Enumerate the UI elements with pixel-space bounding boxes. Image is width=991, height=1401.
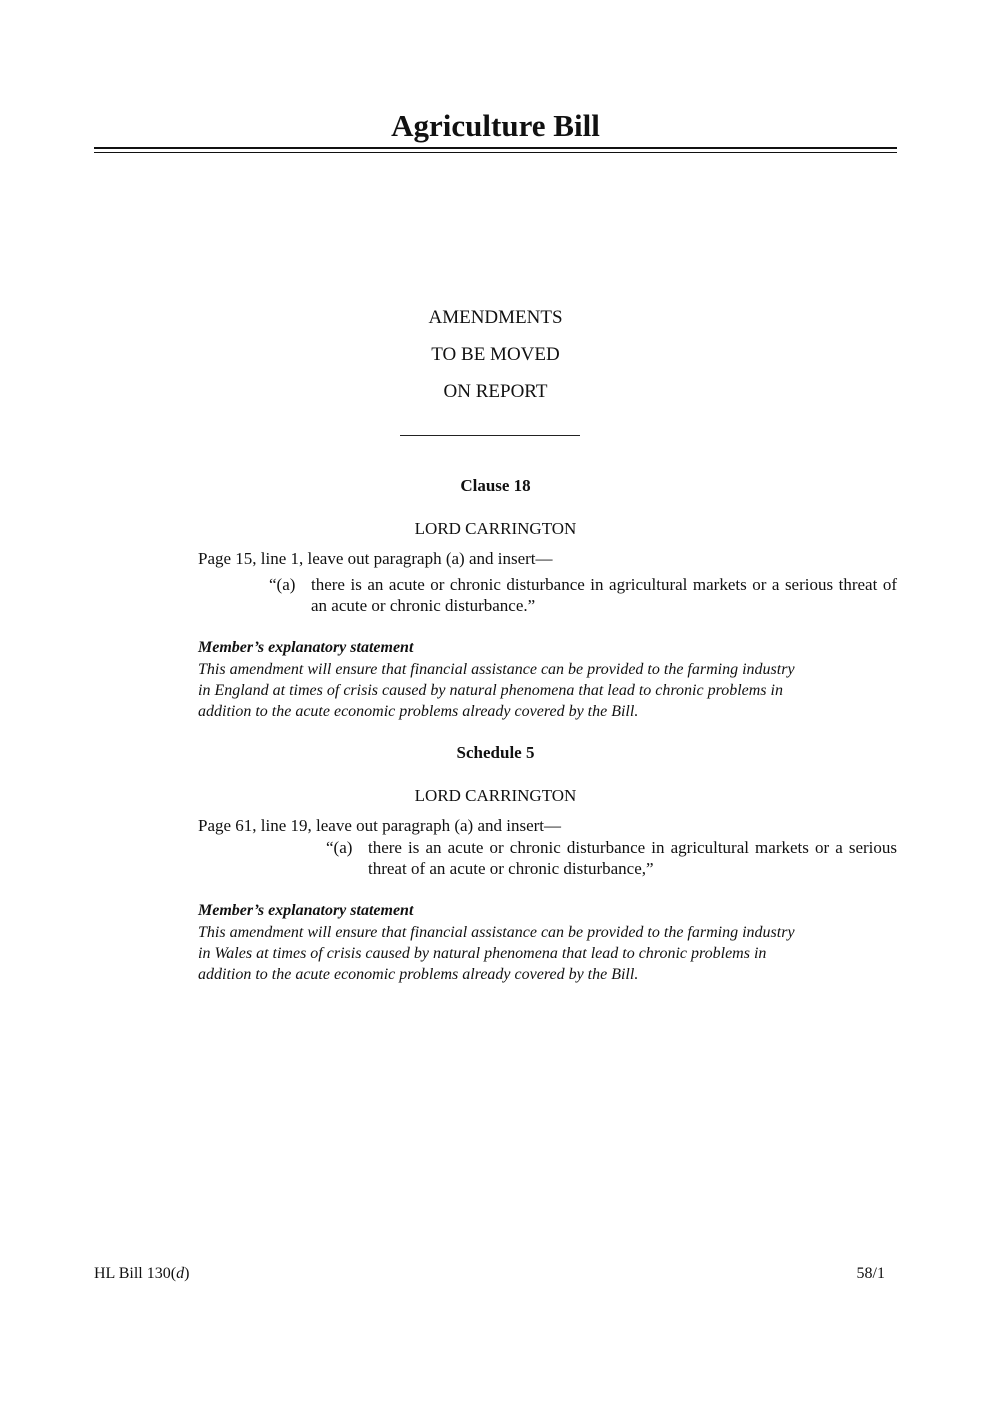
amendment-instruction: Page 15, line 1, leave out paragraph (a) and insert— xyxy=(198,549,553,568)
member-name: LORD CARRINGTON xyxy=(414,786,577,805)
member-name: LORD CARRINGTON xyxy=(414,519,577,538)
statement-line: addition to the acute economic problems already covered by the Bill. xyxy=(198,703,639,720)
statement-line: This amendment will ensure that financial assistance can be provided to the farming industry xyxy=(198,924,795,941)
statement-line: addition to the acute economic problems already covered by the Bill. xyxy=(198,966,639,983)
page-reference: 58/1 xyxy=(856,1265,885,1282)
statement-line: in England at times of crisis caused by natural phenomena that lead to chronic problems in xyxy=(198,682,783,699)
clause-heading: Clause 18 xyxy=(460,476,531,495)
statement-line: in Wales at times of crisis caused by natural phenomena that lead to chronic problems in xyxy=(198,945,767,962)
bill-ref-suffix: ) xyxy=(184,1265,190,1282)
explanatory-statement-heading: Member’s explanatory statement xyxy=(198,639,414,656)
inserted-paragraph xyxy=(269,574,897,616)
stage-divider xyxy=(400,435,580,436)
explanatory-statement xyxy=(198,922,898,985)
explanatory-statement xyxy=(198,659,898,722)
schedule-heading: Schedule 5 xyxy=(456,743,535,762)
statement-line: This amendment will ensure that financial assistance can be provided to the farming industry xyxy=(198,661,795,678)
paragraph-label: “(a) xyxy=(326,838,353,857)
amendment-instruction: Page 61, line 19, leave out paragraph (a) and insert— xyxy=(198,816,562,835)
document-title: Agriculture Bill xyxy=(391,108,600,143)
bill-reference xyxy=(94,1264,189,1284)
paragraph-label: “(a) xyxy=(269,575,296,594)
bill-ref-prefix: HL Bill 130( xyxy=(94,1265,177,1282)
stage-line-3: ON REPORT xyxy=(443,381,548,402)
paragraph-text: there is an acute or chronic disturbance in agricultural markets or a serious threat of an acute or chronic disturbance,” xyxy=(368,838,897,878)
paragraph-text: there is an acute or chronic disturbance in agricultural markets or a serious threat of an acute or chronic disturbance.” xyxy=(311,575,897,615)
inserted-paragraph xyxy=(326,837,897,879)
title-rule-thin xyxy=(94,152,897,153)
bill-ref-print-letter: d xyxy=(176,1265,185,1282)
stage-line-1: AMENDMENTS xyxy=(428,307,563,328)
explanatory-statement-heading: Member’s explanatory statement xyxy=(198,902,414,919)
stage-line-2: TO BE MOVED xyxy=(431,344,560,365)
title-rule-thick xyxy=(94,147,897,149)
